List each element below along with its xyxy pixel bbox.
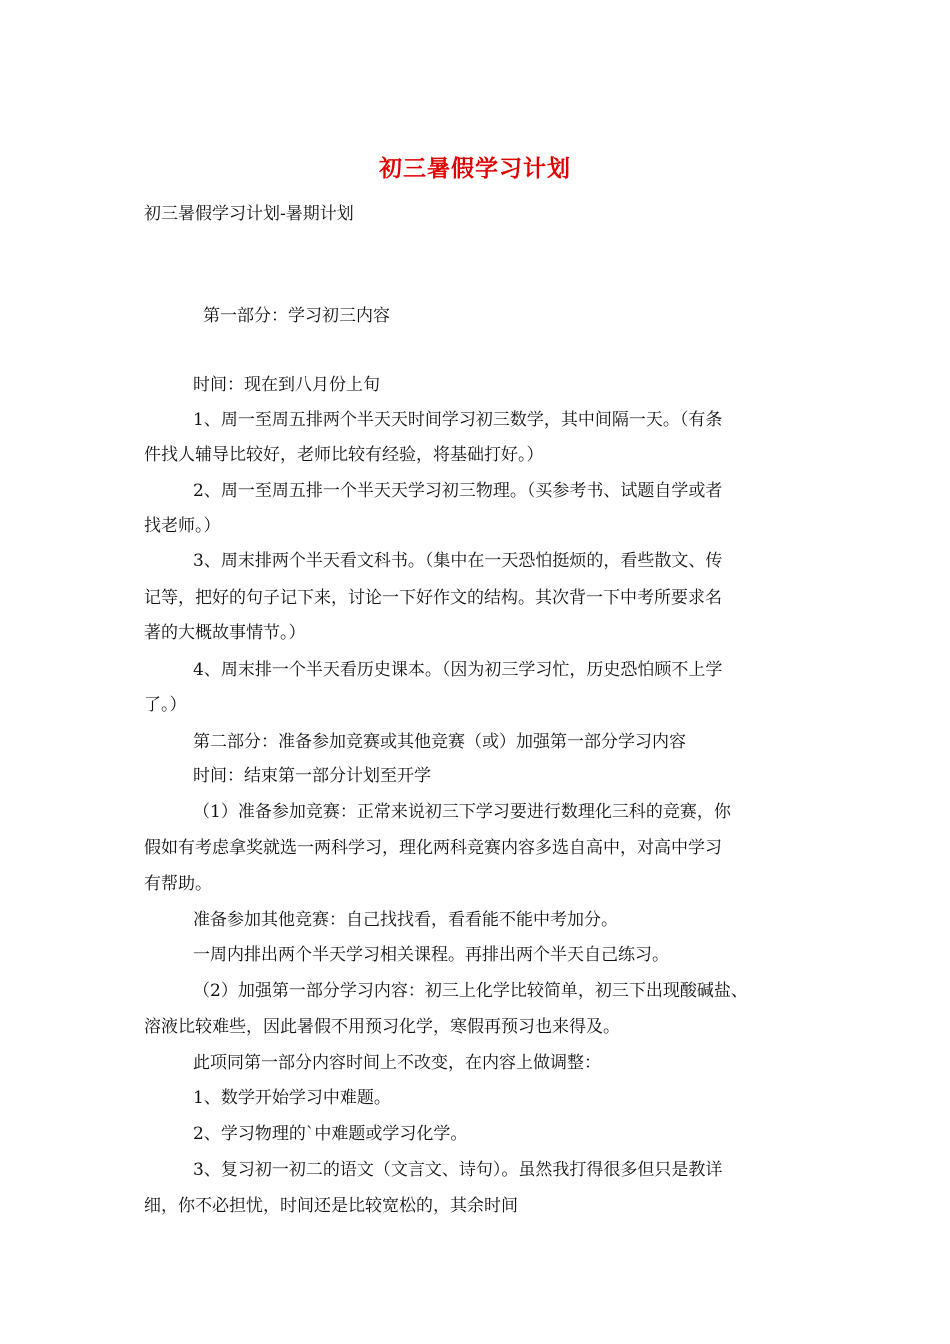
paragraph-line: 记等，把好的句子记下来，讨论一下好作文的结构。其次背一下中考所要求名 bbox=[144, 588, 722, 608]
paragraph-line: 件找人辅导比较好，老师比较有经验，将基础打好。） bbox=[144, 445, 544, 465]
paragraph-line: 时间：结束第一部分计划至开学 bbox=[193, 766, 431, 786]
document-subtitle: 初三暑假学习计划-暑期计划 bbox=[144, 204, 354, 224]
document-title: 初三暑假学习计划 bbox=[379, 155, 571, 182]
paragraph-line: 找老师。） bbox=[144, 516, 221, 536]
paragraph-line: （2）加强第一部分学习内容：初三上化学比较简单，初三下出现酸碱盐、 bbox=[193, 981, 748, 1001]
paragraph-line: 准备参加其他竞赛：自己找找看，看看能不能中考加分。 bbox=[193, 910, 618, 930]
paragraph-line: （1）准备参加竞赛：正常来说初三下学习要进行数理化三科的竞赛，你 bbox=[193, 802, 731, 822]
paragraph-line: 4、周末排一个半天看历史课本。（因为初三学习忙，历史恐怕顾不上学 bbox=[193, 660, 723, 680]
paragraph-line: 此项同第一部分内容时间上不改变，在内容上做调整： bbox=[193, 1053, 601, 1073]
paragraph-line: 3、周末排两个半天看文科书。（集中在一天恐怕挺烦的，看些散文、传 bbox=[193, 551, 723, 571]
paragraph-line: 一周内排出两个半天学习相关课程。再排出两个半天自己练习。 bbox=[193, 945, 669, 965]
paragraph-line: 2、周一至周五排一个半天天学习初三物理。（买参考书、试题自学或者 bbox=[193, 481, 723, 501]
paragraph-line: 有帮助。 bbox=[144, 874, 212, 894]
paragraph-line: 假如有考虑拿奖就选一两科学习，理化两科竞赛内容多选自高中，对高中学习 bbox=[144, 838, 722, 858]
section-heading: 第一部分：学习初三内容 bbox=[203, 306, 390, 326]
paragraph-line: 1、数学开始学习中难题。 bbox=[193, 1088, 391, 1108]
paragraph-line: 1、周一至周五排两个半天天时间学习初三数学，其中间隔一天。（有条 bbox=[193, 410, 723, 430]
paragraph-line: 3、复习初一初二的语文（文言文、诗句）。虽然我打得很多但只是教详 bbox=[193, 1160, 723, 1180]
paragraph-line: 溶液比较难些，因此暑假不用预习化学，寒假再预习也来得及。 bbox=[144, 1017, 620, 1037]
paragraph-line: 细，你不必担忧，时间还是比较宽松的，其余时间 bbox=[144, 1196, 518, 1216]
paragraph-line: 了。） bbox=[144, 695, 187, 715]
paragraph-line: 2、学习物理的`中难题或学习化学。 bbox=[193, 1124, 468, 1144]
section-heading: 第二部分：准备参加竞赛或其他竞赛（或）加强第一部分学习内容 bbox=[193, 732, 686, 752]
paragraph-line: 时间：现在到八月份上旬 bbox=[193, 375, 380, 395]
paragraph-line: 著的大概故事情节。） bbox=[144, 623, 306, 643]
